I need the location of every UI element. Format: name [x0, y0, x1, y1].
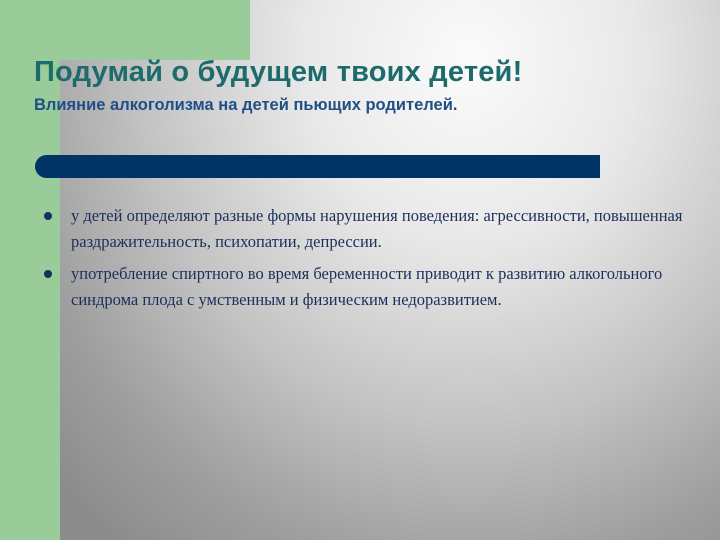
bullet-dot-icon [44, 270, 52, 278]
bullet-text: у детей определяют разные формы нарушения поведения: агрессивности, повышенная раздражительность, психопатии, депрессии. [71, 206, 683, 251]
bullet-dot-icon [44, 212, 52, 220]
top-accent-block [0, 0, 250, 60]
bullet-text: употребление спиртного во время беременности приводит к развитию алкогольного синдрома плода с умственным и физическим недоразвитием. [71, 264, 663, 309]
slide-title: Подумай о будущем твоих детей! [34, 56, 523, 88]
title-divider [46, 155, 600, 178]
bullet-item [42, 261, 692, 313]
bullet-list [42, 203, 692, 319]
slide-subtitle: Влияние алкоголизма на детей пьющих родителей. [34, 96, 458, 114]
bullet-item [42, 203, 692, 255]
